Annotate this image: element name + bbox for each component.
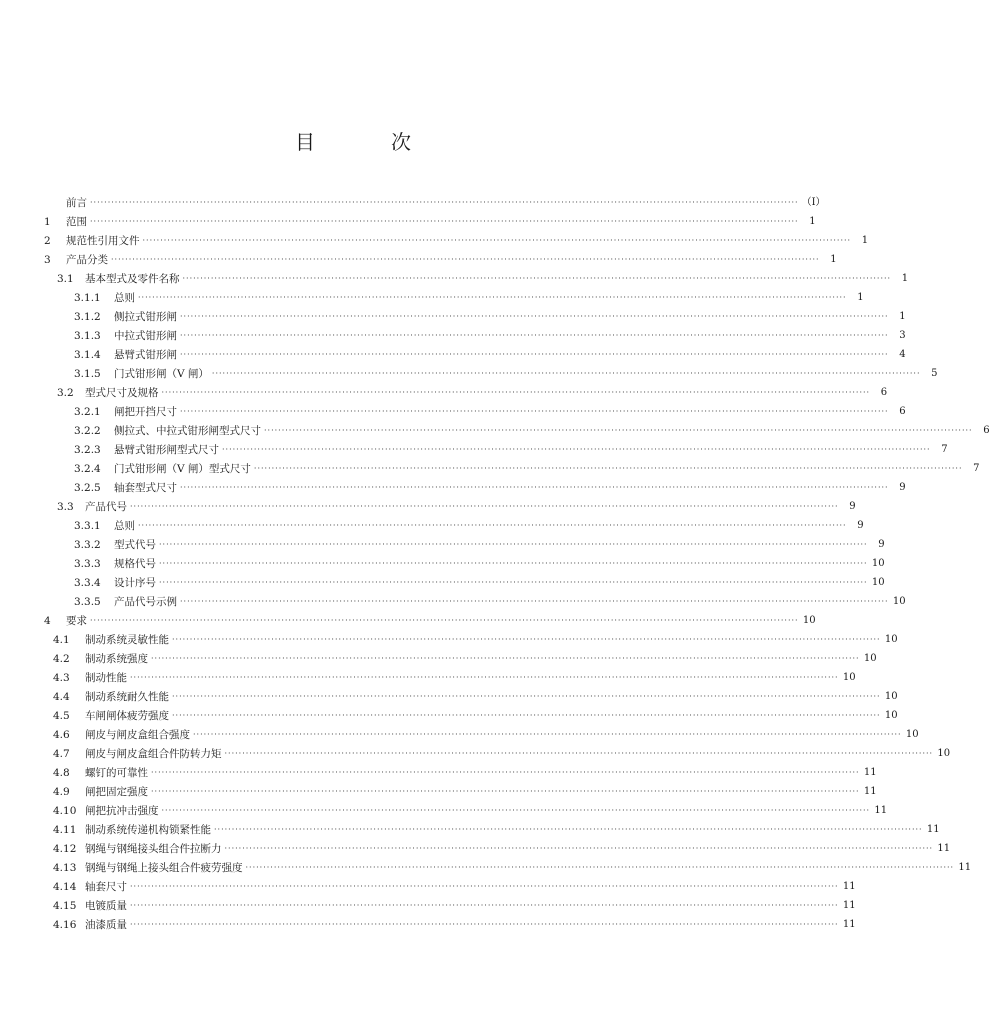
toc-entry-title: 总则 bbox=[114, 292, 135, 304]
toc-entry-number: 4.3 bbox=[53, 672, 70, 684]
toc-entry-page: 10 bbox=[892, 596, 906, 607]
toc-entry[interactable] bbox=[44, 913, 856, 932]
toc-entry-page: 11 bbox=[842, 881, 856, 892]
toc-entry[interactable] bbox=[44, 875, 856, 894]
toc-entry[interactable] bbox=[44, 894, 856, 913]
toc-entry[interactable] bbox=[44, 343, 906, 362]
toc-entry-title: 规范性引用文件 bbox=[66, 235, 140, 247]
toc-entry[interactable] bbox=[44, 609, 816, 628]
toc-dot-leader: ········································································································································································································ bbox=[180, 597, 889, 606]
toc-entry-title: 闸把抗冲击强度 bbox=[85, 805, 159, 817]
toc-dot-leader: ········································································································································································································ bbox=[151, 768, 860, 777]
toc-entry-number: 3.1.4 bbox=[74, 349, 101, 361]
toc-entry-title: 钢绳与钢绳接头组合件拉断力 bbox=[85, 843, 222, 855]
toc-entry-page: 11 bbox=[863, 767, 877, 778]
toc-entry-title: 闸皮与闸皮盒组合强度 bbox=[85, 729, 190, 741]
toc-entry-page: 9 bbox=[878, 539, 885, 550]
toc-entry[interactable] bbox=[44, 229, 869, 248]
toc-entry-number: 3.2.5 bbox=[74, 482, 101, 494]
toc-entry-page: 10 bbox=[884, 691, 898, 702]
toc-entry-page: 11 bbox=[842, 919, 856, 930]
toc-entry-title: 范围 bbox=[66, 216, 87, 228]
toc-entry-number: 3.2.3 bbox=[74, 444, 101, 456]
toc-entry-page: 11 bbox=[937, 843, 951, 854]
toc-entry[interactable] bbox=[44, 533, 885, 552]
toc-entry-page: 1 bbox=[901, 273, 909, 284]
toc-entry-page: 9 bbox=[849, 501, 856, 512]
toc-entry-title: 制动性能 bbox=[85, 672, 127, 684]
toc-entry[interactable] bbox=[44, 267, 909, 286]
toc-entry[interactable] bbox=[44, 647, 877, 666]
toc-entry-page: 10 bbox=[884, 634, 898, 645]
page-title: 目 次 bbox=[295, 130, 439, 154]
toc-dot-leader: ········································································································································································································ bbox=[180, 331, 889, 340]
toc-entry-number: 4.6 bbox=[53, 729, 70, 741]
toc-entry-page: 10 bbox=[863, 653, 877, 664]
toc-entry-number: 3.2.4 bbox=[74, 463, 101, 475]
table-of-contents bbox=[44, 191, 990, 932]
toc-entry-title: 钢绳与钢绳上接头组合件疲劳强度 bbox=[85, 862, 243, 874]
toc-entry-page: 10 bbox=[871, 577, 885, 588]
toc-entry-title: 侧拉式、中拉式钳形闸型式尺寸 bbox=[114, 425, 261, 437]
toc-dot-leader: ········································································································································································································ bbox=[224, 749, 934, 758]
toc-entry-title: 前言 bbox=[66, 197, 87, 209]
toc-dot-leader: ········································································································································································································ bbox=[111, 255, 820, 264]
toc-entry[interactable] bbox=[44, 856, 972, 875]
toc-dot-leader: ········································································································································································································ bbox=[90, 217, 799, 226]
toc-entry-page: 9 bbox=[857, 520, 864, 531]
toc-dot-leader: ········································································································································································································ bbox=[130, 502, 839, 511]
toc-entry[interactable] bbox=[44, 761, 877, 780]
toc-entry[interactable] bbox=[44, 837, 951, 856]
toc-entry-title: 悬臂式钳形闸型式尺寸 bbox=[114, 444, 219, 456]
toc-entry[interactable] bbox=[44, 666, 856, 685]
toc-dot-leader: ········································································································································································································ bbox=[264, 426, 973, 435]
toc-dot-leader: ········································································································································································································ bbox=[159, 540, 868, 549]
toc-dot-leader: ········································································································································································································ bbox=[130, 882, 839, 891]
toc-entry-title: 轴套尺寸 bbox=[85, 881, 127, 893]
toc-entry-number: 4.11 bbox=[53, 824, 77, 836]
toc-entry-title: 制动系统灵敏性能 bbox=[85, 634, 169, 646]
toc-entry-number: 4.8 bbox=[53, 767, 70, 779]
toc-entry-number: 4.7 bbox=[53, 748, 70, 760]
toc-entry-number: 3.2.2 bbox=[74, 425, 101, 437]
toc-entry-title: 产品代号 bbox=[85, 501, 127, 513]
toc-entry-page: 10 bbox=[884, 710, 898, 721]
toc-entry[interactable] bbox=[44, 210, 816, 229]
toc-dot-leader: ········································································································································································································ bbox=[211, 369, 921, 378]
toc-entry-page: 3 bbox=[899, 330, 906, 341]
toc-entry[interactable] bbox=[44, 495, 856, 514]
toc-entry-number: 3.3.5 bbox=[74, 596, 101, 608]
toc-entry[interactable] bbox=[44, 552, 885, 571]
toc-entry[interactable] bbox=[44, 419, 990, 438]
toc-dot-leader: ········································································································································································································ bbox=[159, 578, 868, 587]
toc-entry-number: 2 bbox=[44, 235, 51, 247]
toc-entry-title: 型式代号 bbox=[114, 539, 156, 551]
toc-dot-leader: ········································································································································································································ bbox=[142, 236, 852, 245]
toc-entry[interactable] bbox=[44, 818, 940, 837]
toc-entry-title: 要求 bbox=[66, 615, 87, 627]
toc-dot-leader: ········································································································································································································ bbox=[224, 844, 934, 853]
toc-dot-leader: ········································································································································································································ bbox=[130, 673, 839, 682]
toc-entry-title: 型式尺寸及规格 bbox=[85, 387, 159, 399]
toc-entry[interactable] bbox=[44, 799, 888, 818]
toc-entry-number: 4.9 bbox=[53, 786, 70, 798]
toc-entry-page: 7 bbox=[973, 463, 980, 474]
toc-entry-number: 3.1.2 bbox=[74, 311, 101, 323]
toc-entry[interactable] bbox=[44, 685, 898, 704]
toc-entry-title: 产品代号示例 bbox=[114, 596, 177, 608]
toc-dot-leader: ········································································································································································································ bbox=[180, 350, 889, 359]
toc-entry-title: 门式钳形闸（V 闸）型式尺寸 bbox=[114, 463, 251, 475]
toc-entry-number: 3.3.2 bbox=[74, 539, 101, 551]
toc-entry[interactable] bbox=[44, 305, 906, 324]
toc-entry-title: 轴套型式尺寸 bbox=[114, 482, 177, 494]
toc-entry[interactable] bbox=[44, 704, 898, 723]
toc-entry-page: 6 bbox=[880, 387, 888, 398]
toc-entry-page: 9 bbox=[899, 482, 906, 493]
toc-entry-page: 1 bbox=[857, 292, 864, 303]
toc-entry-page: 6 bbox=[899, 406, 906, 417]
toc-entry-number: 3.2 bbox=[57, 387, 74, 399]
toc-entry-page: 6 bbox=[983, 425, 990, 436]
toc-dot-leader: ········································································································································································································ bbox=[159, 559, 868, 568]
toc-dot-leader: ········································································································································································································ bbox=[182, 274, 892, 283]
toc-entry-number: 4.16 bbox=[53, 919, 77, 931]
toc-dot-leader: ········································································································································································································ bbox=[180, 312, 889, 321]
toc-entry[interactable] bbox=[44, 381, 888, 400]
toc-entry-number: 3.3.1 bbox=[74, 520, 101, 532]
toc-entry-number: 4.2 bbox=[53, 653, 70, 665]
toc-entry[interactable] bbox=[44, 438, 948, 457]
toc-entry-number: 3.1 bbox=[57, 273, 74, 285]
toc-dot-leader: ········································································································································································································ bbox=[130, 901, 839, 910]
toc-dot-leader: ········································································································································································································ bbox=[193, 730, 902, 739]
toc-entry-title: 中拉式钳形闸 bbox=[114, 330, 177, 342]
toc-dot-leader: ········································································································································································································ bbox=[130, 920, 839, 929]
toc-entry-page: 11 bbox=[863, 786, 877, 797]
toc-entry-title: 产品分类 bbox=[66, 254, 108, 266]
toc-entry-title: 闸把固定强度 bbox=[85, 786, 148, 798]
toc-dot-leader: ········································································································································································································ bbox=[180, 407, 889, 416]
toc-entry-title: 制动系统强度 bbox=[85, 653, 148, 665]
toc-entry-page: 7 bbox=[941, 444, 948, 455]
toc-entry[interactable] bbox=[44, 571, 885, 590]
toc-entry-title: 基本型式及零件名称 bbox=[85, 273, 180, 285]
toc-entry-page: 11 bbox=[842, 900, 856, 911]
toc-entry-title: 车闸闸体疲劳强度 bbox=[85, 710, 169, 722]
toc-dot-leader: ········································································································································································································ bbox=[172, 692, 881, 701]
toc-entry-page: 1 bbox=[809, 216, 816, 227]
toc-dot-leader: ········································································································································································································ bbox=[172, 711, 881, 720]
toc-entry-number: 3.1.1 bbox=[74, 292, 101, 304]
toc-entry[interactable] bbox=[44, 780, 877, 799]
toc-dot-leader: ········································································································································································································ bbox=[151, 654, 860, 663]
toc-dot-leader: ········································································································································································································ bbox=[161, 388, 871, 397]
toc-entry-title: 门式钳形闸（V 闸） bbox=[114, 368, 209, 380]
toc-entry[interactable] bbox=[44, 476, 906, 495]
toc-entry-number: 4.4 bbox=[53, 691, 70, 703]
toc-entry-page: 10 bbox=[937, 748, 951, 759]
toc-entry-title: 螺钉的可靠性 bbox=[85, 767, 148, 779]
toc-entry-number: 3.3.4 bbox=[74, 577, 101, 589]
toc-entry-page: 11 bbox=[926, 824, 940, 835]
toc-entry[interactable] bbox=[44, 324, 906, 343]
toc-entry[interactable] bbox=[44, 514, 864, 533]
toc-entry-title: 电镀质量 bbox=[85, 900, 127, 912]
toc-dot-leader: ········································································································································································································ bbox=[151, 787, 860, 796]
toc-dot-leader: ········································································································································································································ bbox=[161, 806, 871, 815]
toc-entry-title: 设计序号 bbox=[114, 577, 156, 589]
toc-entry-number: 4.13 bbox=[53, 862, 77, 874]
toc-entry-title: 规格代号 bbox=[114, 558, 156, 570]
toc-entry-number: 4 bbox=[44, 615, 51, 627]
toc-dot-leader: ········································································································································································································ bbox=[222, 445, 931, 454]
toc-entry-number: 4.5 bbox=[53, 710, 70, 722]
toc-entry-page: 11 bbox=[958, 862, 972, 873]
toc-entry-title: 闸皮与闸皮盒组合件防转力矩 bbox=[85, 748, 222, 760]
toc-entry[interactable] bbox=[44, 742, 951, 761]
toc-entry-page: 10 bbox=[905, 729, 919, 740]
toc-entry[interactable] bbox=[44, 400, 906, 419]
toc-dot-leader: ········································································································································································································ bbox=[172, 635, 881, 644]
toc-entry-number: 3.1.3 bbox=[74, 330, 101, 342]
toc-dot-leader: ········································································································································································································ bbox=[245, 863, 955, 872]
toc-entry[interactable] bbox=[44, 628, 898, 647]
toc-entry[interactable] bbox=[44, 286, 864, 305]
toc-entry-page: 1 bbox=[899, 311, 906, 322]
toc-entry-number: 3.2.1 bbox=[74, 406, 101, 418]
toc-entry-title: 侧拉式钳形闸 bbox=[114, 311, 177, 323]
toc-entry-title: 悬臂式钳形闸 bbox=[114, 349, 177, 361]
toc-dot-leader: ········································································································································································································ bbox=[138, 293, 847, 302]
toc-dot-leader: ········································································································································································································ bbox=[180, 483, 889, 492]
toc-entry[interactable] bbox=[44, 191, 826, 210]
toc-entry-number: 4.12 bbox=[53, 843, 77, 855]
toc-entry-number: 4.15 bbox=[53, 900, 77, 912]
toc-entry-number: 3 bbox=[44, 254, 51, 266]
toc-dot-leader: ········································································································································································································ bbox=[90, 198, 799, 207]
toc-entry[interactable] bbox=[44, 457, 980, 476]
toc-entry-page: 1 bbox=[861, 235, 869, 246]
toc-entry-page: 11 bbox=[874, 805, 888, 816]
toc-entry[interactable] bbox=[44, 590, 906, 609]
toc-entry-number: 3.3 bbox=[57, 501, 74, 513]
toc-entry-number: 3.1.5 bbox=[74, 368, 101, 380]
toc-entry-title: 制动系统耐久性能 bbox=[85, 691, 169, 703]
toc-entry-number: 4.10 bbox=[53, 805, 77, 817]
toc-entry[interactable] bbox=[44, 362, 938, 381]
toc-entry-number: 4.14 bbox=[53, 881, 77, 893]
toc-entry-page: 1 bbox=[830, 254, 837, 265]
toc-entry-page: 10 bbox=[871, 558, 885, 569]
toc-entry-title: 油漆质量 bbox=[85, 919, 127, 931]
toc-entry-title: 总则 bbox=[114, 520, 135, 532]
toc-entry-page: 10 bbox=[802, 615, 816, 626]
toc-entry-page: 4 bbox=[899, 349, 906, 360]
toc-entry[interactable] bbox=[44, 723, 919, 742]
toc-dot-leader: ········································································································································································································ bbox=[90, 616, 799, 625]
toc-entry-number: 3.3.3 bbox=[74, 558, 101, 570]
toc-dot-leader: ········································································································································································································ bbox=[253, 464, 963, 473]
toc-dot-leader: ········································································································································································································ bbox=[138, 521, 847, 530]
toc-entry[interactable] bbox=[44, 248, 837, 267]
toc-entry-page: 5 bbox=[931, 368, 938, 379]
toc-entry-page: （Ⅰ） bbox=[801, 197, 826, 208]
toc-entry-page: 10 bbox=[842, 672, 856, 683]
toc-entry-title: 闸把开挡尺寸 bbox=[114, 406, 177, 418]
toc-entry-title: 制动系统传递机构锁紧性能 bbox=[85, 824, 211, 836]
toc-dot-leader: ········································································································································································································ bbox=[214, 825, 923, 834]
toc-entry-number: 4.1 bbox=[53, 634, 70, 646]
toc-entry-number: 1 bbox=[44, 216, 51, 228]
